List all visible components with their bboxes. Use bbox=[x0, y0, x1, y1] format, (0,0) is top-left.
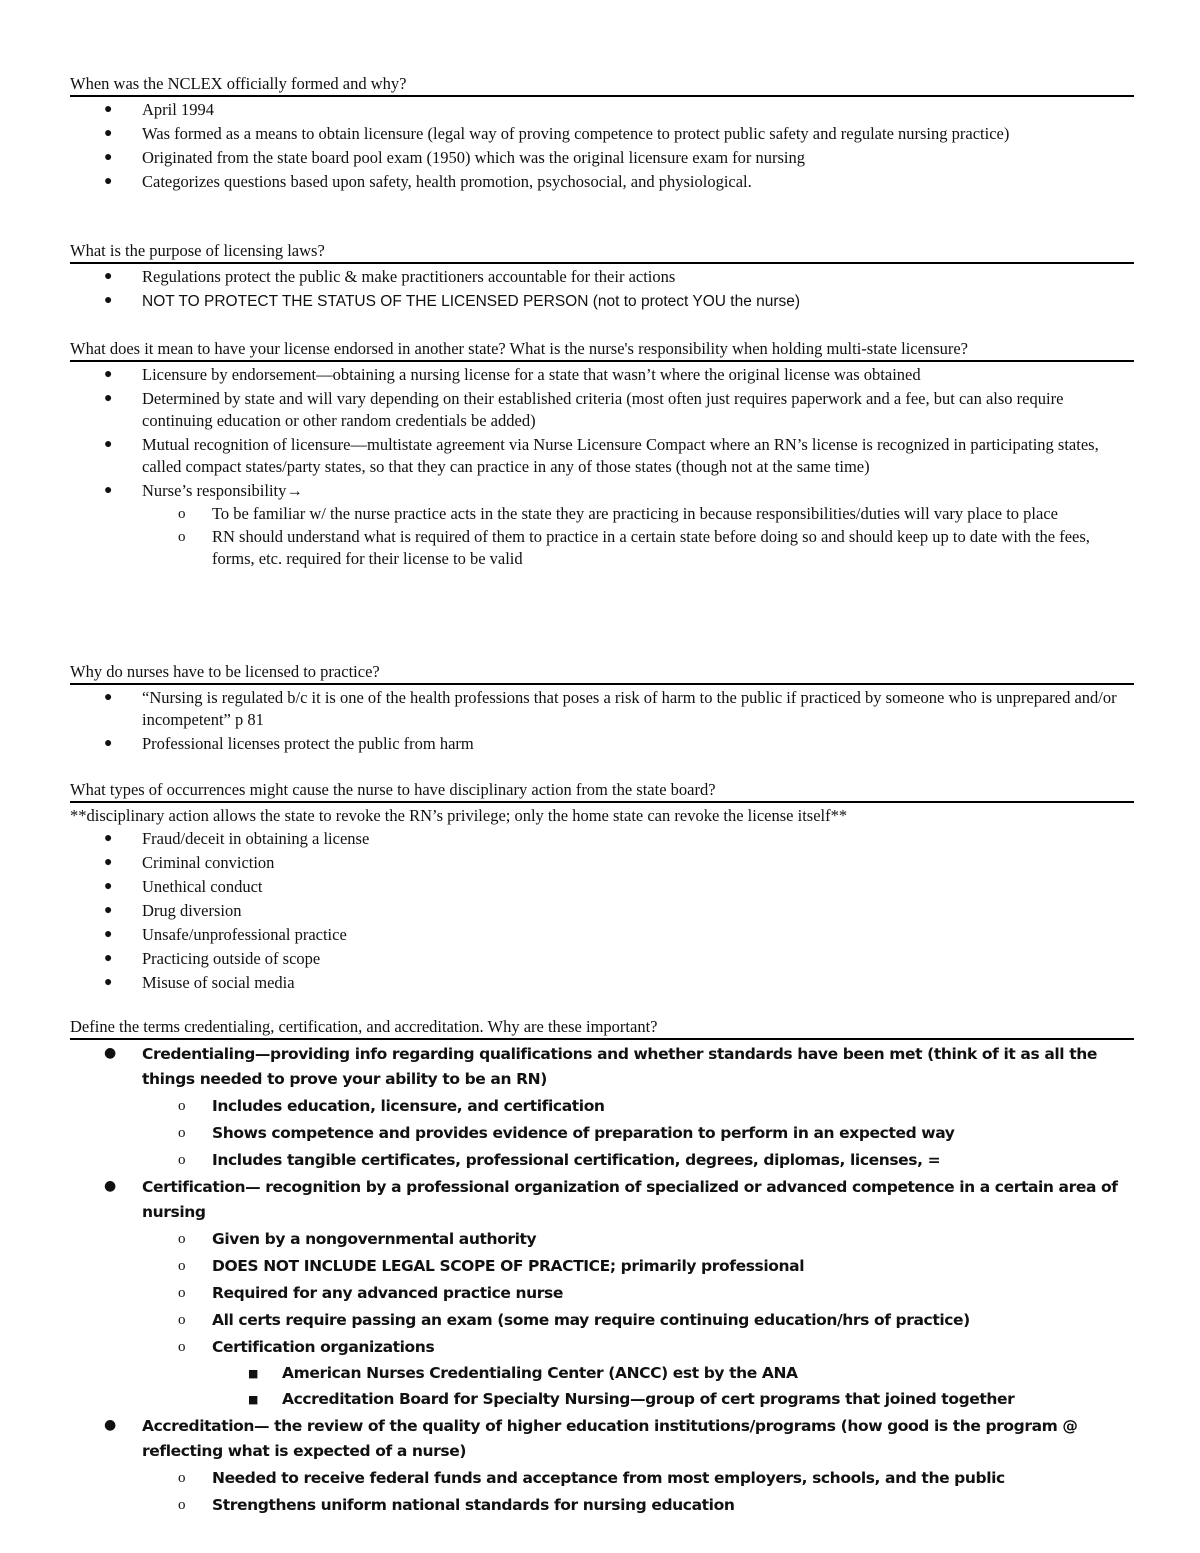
circle-bullet-icon: o bbox=[178, 1258, 186, 1274]
square-bullet-icon: ■ bbox=[248, 1367, 258, 1380]
bullet-list bbox=[70, 266, 1134, 313]
list-item bbox=[70, 364, 1134, 386]
bullet-list bbox=[70, 687, 1134, 755]
list-item bbox=[70, 147, 1134, 169]
list-item bbox=[70, 388, 1134, 432]
sub-list-item bbox=[142, 1147, 1134, 1173]
circle-bullet-icon: o bbox=[178, 1312, 186, 1328]
section-nclex bbox=[70, 74, 1134, 193]
list-item bbox=[70, 876, 1134, 898]
item-text: Professional licenses protect the public from harm bbox=[142, 734, 474, 753]
item-text: Misuse of social media bbox=[142, 973, 295, 992]
item-text: Fraud/deceit in obtaining a license bbox=[142, 829, 370, 848]
section-question: Define the terms credentialing, certification, and accreditation. Why are these important? bbox=[70, 1017, 1134, 1040]
bullet-icon: ● bbox=[104, 903, 113, 918]
section-question: What does it mean to have your license endorsed in another state? What is the nurse's responsibility when holding multi-state licensure? bbox=[70, 338, 1134, 362]
list-item bbox=[70, 852, 1134, 874]
sub-sub-list-item bbox=[212, 1361, 1134, 1386]
bullet-icon: ● bbox=[104, 102, 113, 117]
credentialing-content bbox=[70, 1042, 1134, 1518]
item-text: Licensure by endorsement—obtaining a nursing license for a state that wasn’t where the original license was obtained bbox=[142, 365, 921, 384]
sub-list bbox=[142, 1226, 1134, 1412]
sub-list-item bbox=[142, 1253, 1134, 1279]
list-item bbox=[70, 948, 1134, 970]
item-text: Certification— recognition by a professional organization of specialized or advanced competence in a certain area of nursing bbox=[142, 1178, 1118, 1221]
square-bullet-icon: ■ bbox=[248, 1393, 258, 1406]
bullet-icon: ● bbox=[104, 293, 113, 308]
bullet-icon: ● bbox=[104, 831, 113, 846]
item-text: Unsafe/unprofessional practice bbox=[142, 925, 347, 944]
sub-item-text: To be familiar w/ the nurse practice acts in the state they are practicing in because responsibilities/duties will vary place to place bbox=[212, 504, 1058, 523]
list-item bbox=[70, 828, 1134, 850]
section-endorsement bbox=[70, 338, 1134, 570]
section-why-licensed bbox=[70, 662, 1134, 755]
sub-list-item bbox=[142, 1307, 1134, 1333]
list-item bbox=[70, 1414, 1134, 1518]
bullet-icon: ● bbox=[104, 855, 113, 870]
item-text: Regulations protect the public & make practitioners accountable for their actions bbox=[142, 267, 676, 286]
bullet-icon: ● bbox=[104, 150, 113, 165]
bullet-icon: ● bbox=[104, 367, 113, 382]
sub-list-item bbox=[142, 1465, 1134, 1491]
sub-list-item bbox=[142, 526, 1134, 570]
circle-bullet-icon: o bbox=[178, 1285, 186, 1301]
item-text: Practicing outside of scope bbox=[142, 949, 321, 968]
bullet-list bbox=[70, 828, 1134, 994]
list-item bbox=[70, 99, 1134, 121]
circle-bullet-icon: o bbox=[178, 1125, 186, 1141]
sub-sub-item-text: Accreditation Board for Specialty Nursing—group of cert programs that joined together bbox=[282, 1390, 1015, 1408]
list-item bbox=[70, 924, 1134, 946]
sub-item-text: Strengthens uniform national standards for nursing education bbox=[212, 1496, 735, 1514]
list-item bbox=[70, 900, 1134, 922]
bullet-icon: ● bbox=[104, 174, 113, 189]
sub-item-text: Required for any advanced practice nurse bbox=[212, 1284, 563, 1302]
bullet-icon: ● bbox=[104, 927, 113, 942]
sub-list-item bbox=[142, 1334, 1134, 1412]
bullet-icon: ● bbox=[104, 690, 113, 705]
sub-list-item bbox=[142, 503, 1134, 525]
sub-item-text: Includes tangible certificates, professional certification, degrees, diplomas, licenses, = bbox=[212, 1151, 941, 1169]
bullet-icon: ● bbox=[104, 1417, 116, 1433]
sub-list-item bbox=[142, 1280, 1134, 1306]
sub-item-text: Includes education, licensure, and certification bbox=[212, 1097, 605, 1115]
list-item bbox=[70, 123, 1134, 145]
item-text: Was formed as a means to obtain licensure (legal way of proving competence to protect public safety and regulate nursing practice) bbox=[142, 124, 1010, 143]
list-item bbox=[70, 480, 1134, 570]
sub-sub-item-text: American Nurses Credentialing Center (ANCC) est by the ANA bbox=[282, 1364, 798, 1382]
list-item bbox=[70, 434, 1134, 478]
section-question: What is the purpose of licensing laws? bbox=[70, 241, 1134, 264]
circle-bullet-icon: o bbox=[178, 1231, 186, 1247]
item-text: Accreditation— the review of the quality of higher education institutions/programs (how good is the program @ reflecting what is expected of a nurse) bbox=[142, 1417, 1078, 1460]
list-item bbox=[70, 290, 1134, 313]
item-text: April 1994 bbox=[142, 100, 214, 119]
section-credentialing bbox=[70, 1017, 1134, 1518]
list-item bbox=[70, 972, 1134, 994]
sub-sub-list bbox=[212, 1361, 1134, 1412]
item-text: Mutual recognition of licensure—multistate agreement via Nurse Licensure Compact where an RN’s license is recognized in participating states, called compact states/party states, so that they can practice in any of those states (though not at the same time) bbox=[142, 435, 1099, 476]
section-licensing-laws bbox=[70, 241, 1134, 313]
sub-item-text: Shows competence and provides evidence of preparation to perform in an expected way bbox=[212, 1124, 955, 1142]
bullet-list bbox=[70, 1042, 1134, 1518]
bullet-icon: ● bbox=[104, 951, 113, 966]
section-note: **disciplinary action allows the state to revoke the RN’s privilege; only the home state can revoke the license itself** bbox=[70, 806, 848, 825]
bullet-icon: ● bbox=[104, 736, 113, 751]
sub-list bbox=[142, 503, 1134, 570]
circle-bullet-icon: o bbox=[178, 1470, 186, 1486]
sub-item-text: Given by a nongovernmental authority bbox=[212, 1230, 537, 1248]
bullet-icon: ● bbox=[104, 1178, 116, 1194]
bullet-icon: ● bbox=[104, 483, 113, 498]
sub-sub-list-item bbox=[212, 1387, 1134, 1412]
list-item bbox=[70, 1175, 1134, 1412]
sub-list bbox=[142, 1465, 1134, 1518]
bullet-icon: ● bbox=[104, 437, 113, 452]
item-text: Unethical conduct bbox=[142, 877, 263, 896]
bullet-icon: ● bbox=[104, 126, 113, 141]
item-text: Determined by state and will vary depending on their established criteria (most often just requires paperwork and a fee, but can also require continuing education or other random credentials be added) bbox=[142, 389, 1064, 430]
list-item bbox=[70, 687, 1134, 731]
bullet-icon: ● bbox=[104, 879, 113, 894]
item-text: Credentialing—providing info regarding qualifications and whether standards have been met (think of it as all the things needed to prove your ability to be an RN) bbox=[142, 1045, 1097, 1088]
circle-bullet-icon: o bbox=[178, 506, 186, 522]
section-disciplinary-action bbox=[70, 780, 1134, 994]
list-item bbox=[70, 733, 1134, 755]
list-item bbox=[70, 171, 1134, 193]
bullet-icon: ● bbox=[104, 391, 113, 406]
circle-bullet-icon: o bbox=[178, 529, 186, 545]
sub-item-text: RN should understand what is required of them to practice in a certain state before doing so and should keep up to date with the fees, forms, etc. required for their license to be valid bbox=[212, 527, 1090, 568]
circle-bullet-icon: o bbox=[178, 1339, 186, 1355]
section-question: Why do nurses have to be licensed to practice? bbox=[70, 662, 1134, 685]
bullet-icon: ● bbox=[104, 975, 113, 990]
item-text: Drug diversion bbox=[142, 901, 242, 920]
list-item bbox=[70, 266, 1134, 288]
circle-bullet-icon: o bbox=[178, 1098, 186, 1114]
item-text: Categorizes questions based upon safety, health promotion, psychosocial, and physiological. bbox=[142, 172, 752, 191]
item-text: Criminal conviction bbox=[142, 853, 275, 872]
bullet-list bbox=[70, 99, 1134, 193]
circle-bullet-icon: o bbox=[178, 1497, 186, 1513]
sub-list bbox=[142, 1093, 1134, 1173]
list-item bbox=[70, 1042, 1134, 1173]
sub-item-text: Certification organizations bbox=[212, 1338, 435, 1356]
item-text: Nurse’s responsibility→ bbox=[142, 481, 303, 500]
section-question: When was the NCLEX officially formed and why? bbox=[70, 74, 1134, 97]
sub-item-text: Needed to receive federal funds and acceptance from most employers, schools, and the public bbox=[212, 1469, 1005, 1487]
bullet-icon: ● bbox=[104, 269, 113, 284]
sub-item-text: All certs require passing an exam (some may require continuing education/hrs of practice) bbox=[212, 1311, 970, 1329]
section-question: What types of occurrences might cause the nurse to have disciplinary action from the state board? bbox=[70, 780, 1134, 803]
item-text: NOT TO PROTECT THE STATUS OF THE LICENSED PERSON bbox=[142, 293, 589, 310]
item-text-extra: (not to protect YOU the nurse) bbox=[588, 293, 801, 310]
circle-bullet-icon: o bbox=[178, 1152, 186, 1168]
sub-item-text: DOES NOT INCLUDE LEGAL SCOPE OF PRACTICE; primarily professional bbox=[212, 1257, 805, 1275]
sub-list-item bbox=[142, 1093, 1134, 1119]
item-text: “Nursing is regulated b/c it is one of the health professions that poses a risk of harm to the public if practiced by someone who is unprepared and/or incompetent” p 81 bbox=[142, 688, 1117, 729]
sub-list-item bbox=[142, 1492, 1134, 1518]
item-text: Originated from the state board pool exam (1950) which was the original licensure exam for nursing bbox=[142, 148, 806, 167]
bullet-icon: ● bbox=[104, 1045, 116, 1061]
sub-list-item bbox=[142, 1226, 1134, 1252]
bullet-list bbox=[70, 364, 1134, 570]
sub-list-item bbox=[142, 1120, 1134, 1146]
